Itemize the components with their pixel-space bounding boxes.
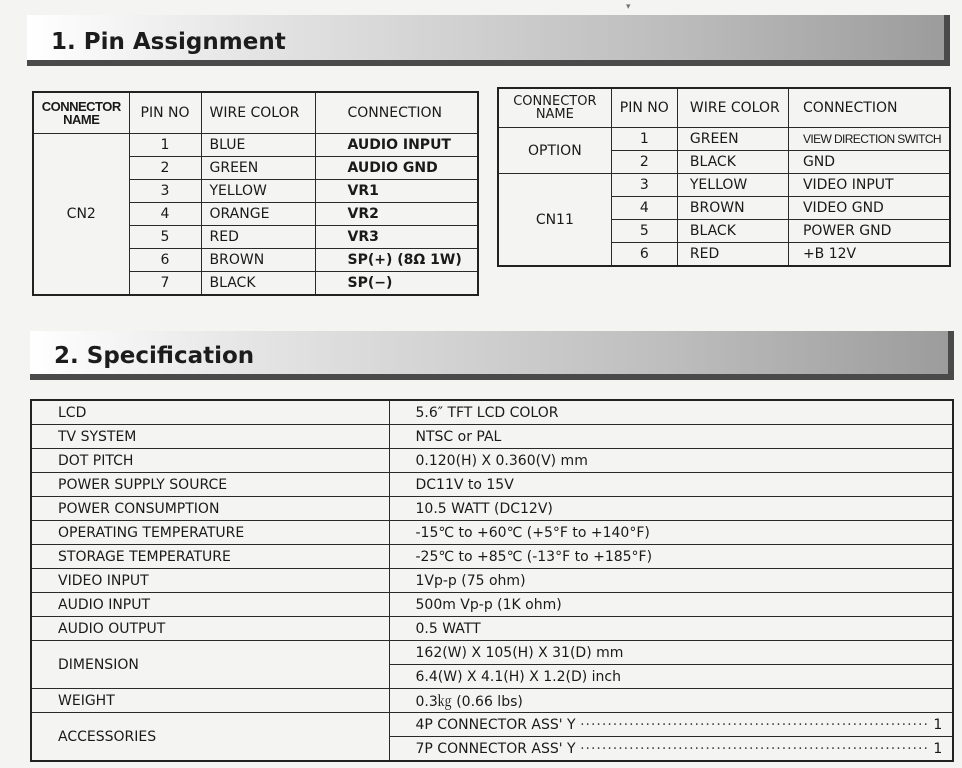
wire-color: BLACK: [677, 151, 788, 174]
connection: VR3: [315, 226, 478, 249]
spec-label-dimension: DIMENSION: [31, 641, 389, 689]
spec-value-dimension-mm: 162(W) X 105(H) X 31(D) mm: [389, 641, 953, 665]
spec-label: DOT PITCH: [31, 449, 389, 473]
section-2-title: 2. Specification: [54, 343, 255, 369]
wire-color: RED: [201, 226, 315, 249]
wire-color: YELLOW: [201, 180, 315, 203]
table-header-row: [498, 88, 950, 128]
connection: AUDIO GND: [315, 157, 478, 180]
section-1-banner: [27, 15, 950, 66]
connection: AUDIO INPUT: [315, 134, 478, 157]
pin-no: 2: [611, 151, 677, 174]
spec-value: NTSC or PAL: [389, 425, 953, 449]
table-row: [31, 713, 953, 737]
accessory-qty: 1: [933, 716, 943, 733]
connection: SP(−): [315, 272, 478, 296]
spec-label: POWER CONSUMPTION: [31, 497, 389, 521]
pin-no: 4: [129, 203, 201, 226]
spec-label: POWER SUPPLY SOURCE: [31, 473, 389, 497]
connection: GND: [788, 151, 950, 174]
accessory-name: 7P CONNECTOR ASS' Y: [415, 740, 576, 757]
accessory-qty: 1: [933, 740, 943, 757]
pin-no: 7: [129, 272, 201, 296]
spec-value: 5.6″ TFT LCD COLOR: [389, 400, 953, 425]
connection: VIDEO INPUT: [788, 174, 950, 197]
table-row: [31, 641, 953, 665]
table-row: [31, 497, 953, 521]
connection: VIDEO GND: [788, 197, 950, 220]
table-header-row: [33, 92, 478, 134]
header-wire-color: WIRE COLOR: [677, 88, 788, 128]
table-row: [31, 400, 953, 425]
spec-value: 0.120(H) X 0.360(V) mm: [389, 449, 953, 473]
header-pin-no: PIN NO: [611, 88, 677, 128]
wire-color: GREEN: [677, 128, 788, 151]
spec-value: 10.5 WATT (DC12V): [389, 497, 953, 521]
table-row: [31, 593, 953, 617]
table-row: [31, 449, 953, 473]
connection: +B 12V: [788, 243, 950, 267]
connector-option: OPTION: [498, 128, 611, 174]
spec-value: -25℃ to +85℃ (-13°F to +185°F): [389, 545, 953, 569]
spec-label-weight: WEIGHT: [31, 689, 389, 713]
pin-no: 4: [611, 197, 677, 220]
header-connector-name: CONNECTOR NAME: [498, 88, 611, 128]
specification-table: [30, 399, 954, 762]
pin-no: 6: [129, 249, 201, 272]
table-row: [33, 134, 478, 157]
wire-color: ORANGE: [201, 203, 315, 226]
wire-color: GREEN: [201, 157, 315, 180]
table-row: [498, 174, 950, 197]
spec-value: 1Vp-p (75 ohm): [389, 569, 953, 593]
connection: SP(+) (8Ω 1W): [315, 249, 478, 272]
spec-value: -15℃ to +60℃ (+5°F to +140°F): [389, 521, 953, 545]
header-connection: CONNECTION: [315, 92, 478, 134]
table-row: [31, 425, 953, 449]
connection: VIEW DIRECTION SWITCH: [788, 128, 950, 151]
wire-color: BROWN: [201, 249, 315, 272]
spec-label: OPERATING TEMPERATURE: [31, 521, 389, 545]
spec-value: 0.5 WATT: [389, 617, 953, 641]
leader-dots: ································································: [580, 740, 929, 757]
table-row: [31, 569, 953, 593]
spec-label: LCD: [31, 400, 389, 425]
wire-color: RED: [677, 243, 788, 267]
accessory-item: [389, 713, 953, 737]
pin-no: 1: [611, 128, 677, 151]
table-row: [31, 689, 953, 713]
pin-no: 2: [129, 157, 201, 180]
connection: POWER GND: [788, 220, 950, 243]
wire-color: BLUE: [201, 134, 315, 157]
header-connection: CONNECTION: [788, 88, 950, 128]
table-row: [31, 545, 953, 569]
accessory-name: 4P CONNECTOR ASS' Y: [415, 716, 576, 733]
wire-color: BLACK: [201, 272, 315, 296]
spec-value: DC11V to 15V: [389, 473, 953, 497]
pin-no: 3: [129, 180, 201, 203]
header-wire-color: WIRE COLOR: [201, 92, 315, 134]
pin-table-cn11: [497, 87, 951, 267]
pin-no: 3: [611, 174, 677, 197]
header-connector-name: CONNECTOR NAME: [33, 92, 129, 134]
connector-cn2: CN2: [33, 134, 129, 296]
spec-value: 500m Vp-p (1K ohm): [389, 593, 953, 617]
pin-table-cn2: [32, 91, 479, 296]
accessory-item: [389, 737, 953, 762]
spec-label: TV SYSTEM: [31, 425, 389, 449]
spec-value-dimension-inch: 6.4(W) X 4.1(H) X 1.2(D) inch: [389, 665, 953, 689]
spec-label: AUDIO INPUT: [31, 593, 389, 617]
wire-color: YELLOW: [677, 174, 788, 197]
table-row: [31, 617, 953, 641]
connection: VR2: [315, 203, 478, 226]
section-2-banner: [30, 331, 954, 380]
spec-value-weight: 0.3㎏ (0.66 lbs): [389, 689, 953, 713]
pin-no: 5: [129, 226, 201, 249]
spec-label-accessories: ACCESSORIES: [31, 713, 389, 762]
wire-color: BROWN: [677, 197, 788, 220]
table-row: [31, 473, 953, 497]
top-mark: ▾: [626, 2, 631, 12]
pin-no: 1: [129, 134, 201, 157]
section-1-title: 1. Pin Assignment: [51, 29, 286, 55]
table-row: [31, 521, 953, 545]
pin-no: 5: [611, 220, 677, 243]
connector-cn11: CN11: [498, 174, 611, 267]
header-pin-no: PIN NO: [129, 92, 201, 134]
table-row: [498, 128, 950, 151]
pin-no: 6: [611, 243, 677, 267]
connection: VR1: [315, 180, 478, 203]
spec-label: AUDIO OUTPUT: [31, 617, 389, 641]
spec-label: VIDEO INPUT: [31, 569, 389, 593]
wire-color: BLACK: [677, 220, 788, 243]
leader-dots: ································································: [580, 716, 929, 733]
spec-label: STORAGE TEMPERATURE: [31, 545, 389, 569]
